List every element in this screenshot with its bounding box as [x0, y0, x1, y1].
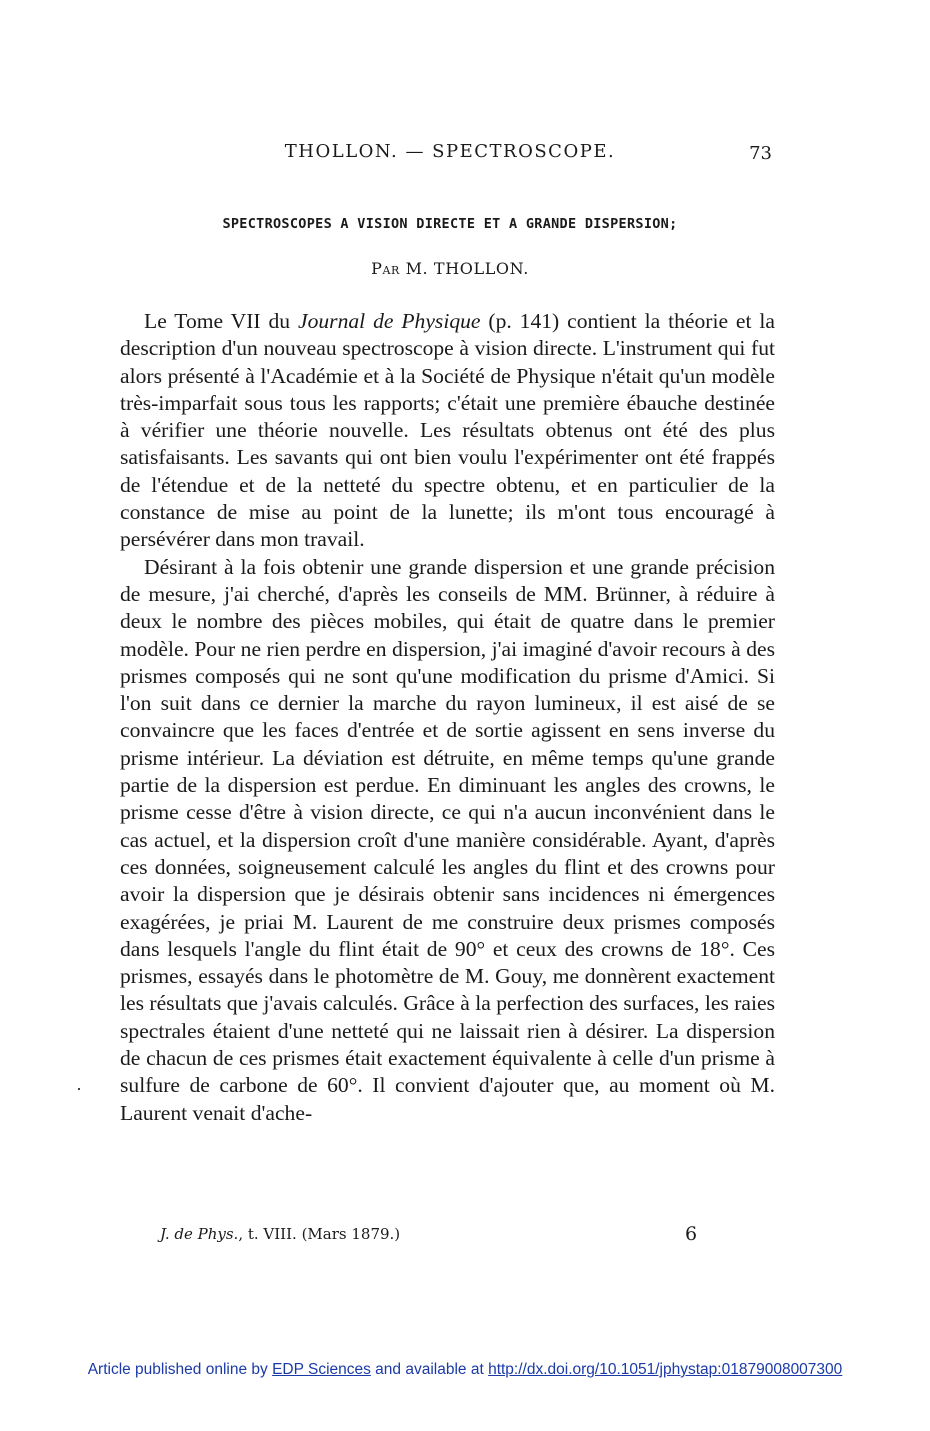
edp-sciences-link[interactable]: EDP Sciences — [272, 1361, 371, 1378]
article-body — [120, 308, 775, 1127]
publisher-notice — [0, 1361, 930, 1379]
paragraph-1-rest: (p. 141) contient la théorie et la description d'un nouveau spectroscope à vision directe. L'instrument qui fut alors présenté à l'Académie et à la Société de Physique n'était qu'un modèle très-imparfait sous tous les rapports; c'était une première ébauche destinée à vérifier une théorie nouvelle. Les résultats obtenus ont été des plus satisfaisants. Les savants qui ont bien voulu l'expérimenter ont été frappés de l'étendue et de la netteté du spectre obtenu, et en particulier de la constance de mise au point de la lunette; ils m'ont tous encouragé à persévérer dans mon travail. — [120, 309, 775, 552]
journal-reference — [160, 1225, 400, 1243]
publisher-prefix: Article published online by — [87, 1361, 273, 1378]
paragraph-1 — [120, 308, 775, 554]
publisher-middle: and available at — [370, 1361, 489, 1378]
paragraph-1-start: Le Tome VII du — [144, 309, 298, 333]
stray-mark — [78, 1088, 80, 1090]
running-title: THOLLON. — SPECTROSCOPE. — [284, 141, 616, 162]
running-header — [120, 141, 780, 167]
journal-title: Journal de Physique — [298, 309, 481, 333]
signature-mark: 6 — [685, 1223, 698, 1245]
byline — [120, 259, 780, 278]
page-number: 73 — [749, 143, 772, 164]
paragraph-2: Désirant à la fois obtenir une grande dispersion et une grande précision de mesure, j'ai cherché, d'après les conseils de MM. Brünner, à réduire à deux le nombre des pièces mobiles, qui était de quatre dans le premier modèle. Pour ne rien perdre en dispersion, j'ai imaginé d'avoir recours à des prismes composés qui ne sont qu'une modification du prisme d'Amici. Si l'on suit dans ce dernier la marche du rayon lumineux, il est aisé de se convaincre que les faces d'entrée et de sortie agissent en sens inverse du prisme intérieur. La déviation est détruite, en même temps qu'une grande partie de la dispersion est perdue. En diminuant les angles des crowns, le prisme cesse d'être à vision directe, ce qui n'a aucun inconvénient dans le cas actuel, et la dispersion croît d'une manière considérable. Ayant, d'après ces données, soigneusement calculé les angles du flint et des crowns pour avoir la dispersion que je désirais obtenir sans incidences ni émergences exagérées, je priai M. Laurent de me construire deux prismes composés dans lesquels l'angle du flint était de 90° et ceux des crowns de 18°. Ces prismes, essayés dans le photomètre de M. Gouy, me donnèrent exactement les résultats que j'avais calculés. Grâce à la perfection des surfaces, les raies spectrales étaient d'une netteté qui ne laissait rien à désirer. La dispersion de chacun de ces prismes était exactement équivalente à celle d'un prisme à sulfure de carbone de 60°. Il convient d'ajouter que, au moment où M. Laurent venait d'ache- — [120, 554, 776, 1125]
byline-prefix: Par — [371, 259, 400, 278]
page-footer — [160, 1223, 700, 1247]
journal-volume-date: , t. VIII. (Mars 1879.) — [238, 1225, 401, 1243]
doi-link[interactable]: http://dx.doi.org/10.1051/jphystap:01879008007300 — [488, 1361, 843, 1378]
journal-abbrev: J. de Phys. — [160, 1225, 239, 1243]
byline-author: M. THOLLON. — [405, 259, 529, 278]
article-title: SPECTROSCOPES A VISION DIRECTE ET A GRANDE DISPERSION; — [222, 216, 678, 232]
